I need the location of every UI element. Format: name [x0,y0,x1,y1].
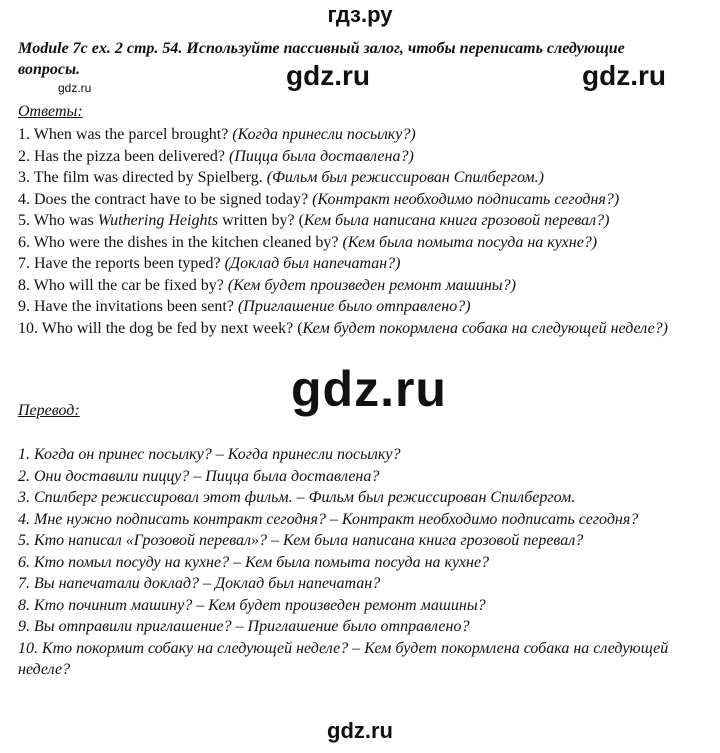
watermark-mid-left: gdz.ru [286,60,370,91]
translation-item: 2. Они доставили пиццу? – Пицца была доставлена? [18,467,380,485]
answer-item: 6. Who were the dishes in the kitchen cleaned by? (Кем была помыта посуда на кухне?) [18,233,598,251]
translation-item: 5. Кто написал «Грозовой перевал»? – Кем была написана книга грозовой перевал? [18,532,584,549]
answer-item: 4. Does the contract have to be signed today? (Контракт необходимо подписать сегодня?) [18,190,620,208]
answer-item: 3. The film was directed by Spielberg. (Фильм был режиссирован Спилбергом.) [18,169,544,186]
answer-item: 2. Has the pizza been delivered? (Пицца была доставлена?) [18,147,414,165]
translation-item: 6. Кто помыл посуду на кухне? – Кем была помыта посуда на кухне? [18,553,490,571]
watermark-small: gdz.ru [58,81,92,95]
answer-item: 8. Who will the car be fixed by? (Кем будет произведен ремонт машины?) [18,276,516,294]
answers-list [18,124,713,339]
translation-list [18,444,713,681]
answers-title: Ответы: [18,103,83,120]
answer-item: 7. Have the reports been typed? (Доклад был напечатан?) [18,255,401,272]
site-watermark-bottom: gdz.ru [327,718,393,743]
translation-item: 1. Когда он принес посылку? – Когда принесли посылку? [18,446,401,463]
translation-item: 3. Спилберг режиссировал этот фильм. – Фильм был режиссирован Спилбергом. [18,489,576,506]
translation-title: Перевод: [18,402,80,419]
translation-item: 4. Мне нужно подписать контракт сегодня? – Контракт необходимо подписать сегодня? [18,510,639,528]
translation-item: 7. Вы напечатали доклад? – Доклад был напечатан? [18,575,381,592]
translation-item: 9. Вы отправили приглашение? – Приглашение было отправлено? [18,618,470,635]
task-header: Module 7c ex. 2 стр. 54. Используйте пассивный залог, чтобы переписать следующие вопросы. [18,40,625,78]
translation-item: 8. Кто починит машину? – Кем будет произведен ремонт машины? [18,596,486,614]
answer-item: 1. When was the parcel brought? (Когда принесли посылку?) [18,126,416,143]
site-watermark-top: гдз.ру [327,2,393,27]
answer-item: 10. Who will the dog be fed by next week? (Кем будет покормлена собака на следующей неделе?) [18,319,669,337]
answer-item: 9. Have the invitations been sent? (Приглашение было отправлено?) [18,298,471,315]
watermark-mid-right: gdz.ru [582,60,666,91]
watermark-center: gdz.ru [291,361,447,417]
translation-item: 10. Кто покормит собаку на следующей неделе? – Кем будет покормлена собака на следующей неделе? [18,639,669,678]
answer-item: 5. Who was Wuthering Heights written by? (Кем была написана книга грозовой перевал?) [18,212,610,229]
